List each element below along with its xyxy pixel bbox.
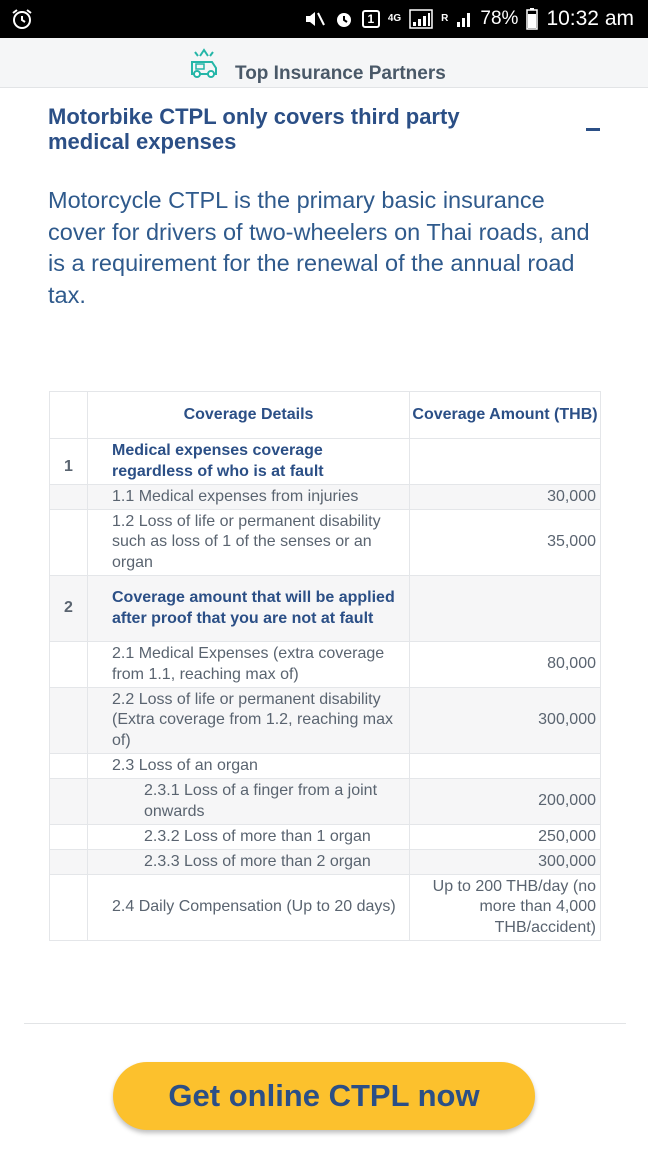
row-detail: Medical expenses coverage regardless of who is at fault xyxy=(88,439,410,485)
row-number xyxy=(50,510,88,576)
table-row xyxy=(50,850,601,875)
row-amount: 80,000 xyxy=(410,642,601,688)
row-amount: 300,000 xyxy=(410,688,601,754)
shield-vehicle-icon xyxy=(186,48,222,78)
network-type-label: 4G xyxy=(387,13,402,24)
get-online-ctpl-button[interactable]: Get online CTPL now xyxy=(113,1062,535,1130)
row-amount: 250,000 xyxy=(410,825,601,850)
table-row xyxy=(50,754,601,779)
sim-badge: 1 xyxy=(362,10,380,28)
row-detail: 2.3.1 Loss of a finger from a joint onwards xyxy=(88,779,410,825)
signal-strength-2-icon xyxy=(456,9,472,29)
row-number xyxy=(50,485,88,510)
row-number xyxy=(50,779,88,825)
row-amount: 200,000 xyxy=(410,779,601,825)
partners-banner[interactable] xyxy=(0,38,648,88)
row-number xyxy=(50,825,88,850)
row-detail: 2.1 Medical Expenses (extra coverage from 1.1, reaching max of) xyxy=(88,642,410,688)
clock-time: 10:32 am xyxy=(546,7,634,30)
row-number xyxy=(50,754,88,779)
table-header-row xyxy=(50,392,601,439)
row-detail: 2.3.3 Loss of more than 2 organ xyxy=(88,850,410,875)
table-row xyxy=(50,875,601,941)
table-row xyxy=(50,485,601,510)
row-amount xyxy=(410,439,601,485)
section-divider xyxy=(24,1023,626,1024)
row-detail: 2.3.2 Loss of more than 1 organ xyxy=(88,825,410,850)
mute-icon xyxy=(304,9,326,29)
row-number: 2 xyxy=(50,576,88,642)
row-amount: 30,000 xyxy=(410,485,601,510)
row-detail: 1.1 Medical expenses from injuries xyxy=(88,485,410,510)
signal-strength-icon xyxy=(409,9,433,29)
row-number xyxy=(50,875,88,941)
row-number xyxy=(50,688,88,754)
row-detail: 2.3 Loss of an organ xyxy=(88,754,410,779)
alarm-icon xyxy=(10,7,34,36)
table-row xyxy=(50,642,601,688)
row-detail: 1.2 Loss of life or permanent disability such as loss of 1 of the senses or an organ xyxy=(88,510,410,576)
header-amount: Coverage Amount (THB) xyxy=(410,392,601,439)
intro-paragraph: Motorcycle CTPL is the primary basic insurance cover for drivers of two-wheelers on Thai roads, and is a requirement for the renewal of the annual road tax. xyxy=(48,187,590,308)
table-row xyxy=(50,510,601,576)
minus-icon[interactable] xyxy=(586,120,602,136)
roaming-label: R xyxy=(441,13,449,24)
header-num-cell xyxy=(50,392,88,439)
status-bar xyxy=(0,0,648,38)
table-row xyxy=(50,439,601,485)
accordion-title[interactable]: Motorbike CTPL only covers third party medical expenses xyxy=(48,104,460,154)
row-number xyxy=(50,642,88,688)
battery-icon xyxy=(526,8,538,30)
partners-label: Top Insurance Partners xyxy=(235,63,446,84)
table-row xyxy=(50,825,601,850)
row-amount: 300,000 xyxy=(410,850,601,875)
header-details: Coverage Details xyxy=(88,392,410,439)
table-row xyxy=(50,576,601,642)
row-amount: Up to 200 THB/day (no more than 4,000 THB/accident) xyxy=(410,875,601,941)
row-detail: 2.2 Loss of life or permanent disability (Extra coverage from 1.2, reaching max of) xyxy=(88,688,410,754)
table-row xyxy=(50,779,601,825)
alarm-clock-icon xyxy=(334,9,354,29)
row-amount: 35,000 xyxy=(410,510,601,576)
row-detail: Coverage amount that will be applied after proof that you are not at fault xyxy=(88,576,410,642)
battery-percent: 78% xyxy=(480,8,519,29)
row-number xyxy=(50,850,88,875)
row-amount xyxy=(410,576,601,642)
coverage-table xyxy=(49,391,601,941)
row-detail: 2.4 Daily Compensation (Up to 20 days) xyxy=(88,875,410,941)
row-amount xyxy=(410,754,601,779)
row-number: 1 xyxy=(50,439,88,485)
table-row xyxy=(50,688,601,754)
